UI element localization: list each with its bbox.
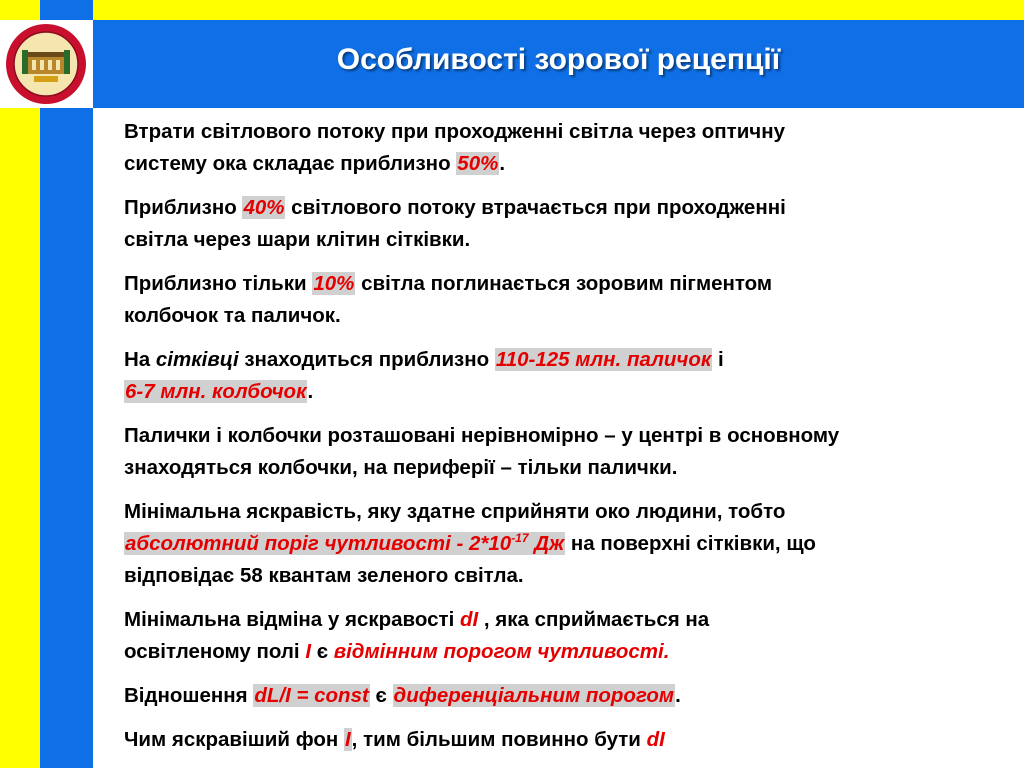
- paragraph-light-loss: [124, 116, 1020, 180]
- text-span: .: [307, 380, 314, 403]
- text-span: .: [499, 152, 506, 175]
- text-span: Палички і колбочки розташовані нерівномірно – у центрі в основному: [124, 424, 840, 447]
- text-span: Відношення: [124, 684, 254, 707]
- paragraph-receptor-counts: [124, 344, 1020, 408]
- paragraph-difference-threshold: [124, 604, 1020, 668]
- text-span: На: [124, 348, 156, 371]
- italic-term: сітківці: [155, 348, 239, 371]
- text-span: світлового потоку втрачається при проходженні: [285, 196, 786, 219]
- paragraph-differential-threshold: [124, 680, 1020, 712]
- paragraph-receptor-distribution: [124, 420, 1020, 484]
- highlight-value: I: [344, 728, 351, 751]
- text-span: Приблизно: [124, 196, 243, 219]
- text-span: Чим яскравіший фон: [124, 728, 344, 751]
- highlight-value: 40%: [243, 196, 285, 219]
- paragraph-pigment-absorption: [124, 268, 1020, 332]
- page-title: Особливості зорової рецепції: [336, 43, 781, 76]
- text-span: світла поглинається зоровим пігментом: [355, 272, 773, 295]
- text-span: , яка сприймається на: [478, 608, 710, 631]
- text-span: .: [675, 684, 681, 707]
- highlight-value: dL/I = const: [254, 684, 369, 707]
- text-span: Дж: [528, 532, 565, 555]
- text-span: і: [712, 348, 724, 371]
- red-term: I: [305, 640, 312, 663]
- paragraph-brightness-relation: [124, 724, 1020, 756]
- text-span: є: [369, 684, 393, 707]
- red-term: відмінним порогом чутливості.: [333, 640, 670, 663]
- text-span: знаходяться колбочки, на периферії – тільки палички.: [124, 456, 678, 479]
- text-span: , тим більшим повинно бути: [351, 728, 647, 751]
- red-term: dI: [459, 608, 479, 631]
- text-span: на поверхні сітківки, що: [565, 532, 816, 555]
- paragraph-absolute-threshold: [124, 496, 1020, 592]
- yellow-left-stripe: [0, 0, 40, 768]
- highlight-value: 50%: [457, 152, 499, 175]
- highlight-value: 110-125 млн. паличок: [495, 348, 712, 371]
- highlight-value: диференціальним порогом: [393, 684, 675, 707]
- highlight-value: [124, 532, 565, 555]
- highlight-value: 6-7 млн. колбочок: [125, 380, 307, 403]
- text-span: знаходиться приблизно: [238, 348, 495, 371]
- text-span: є: [311, 640, 334, 663]
- text-span: Мінімальна відміна у яскравості: [124, 608, 460, 631]
- text-span: відповідає 58 квантам зеленого світла.: [124, 564, 524, 587]
- text-span: колбочок та паличок.: [124, 304, 341, 327]
- blue-left-stripe: [40, 0, 93, 768]
- content-body: [124, 116, 1020, 768]
- text-span: Втрати світлового потоку при проходженні світла через оптичну: [124, 120, 785, 143]
- university-crest-icon: [2, 22, 90, 106]
- exponent: -17: [511, 531, 529, 546]
- text-span: освітленому полі: [124, 640, 306, 663]
- text-span: Мінімальна яскравість, яку здатне сприйняти око людини, тобто: [124, 500, 786, 523]
- red-term: dI: [646, 728, 665, 751]
- logo: [0, 20, 93, 108]
- yellow-top-stripe: [0, 0, 1024, 20]
- highlight-value: 10%: [313, 272, 355, 295]
- text-span: абсолютний поріг чутливості - 2*10: [125, 532, 512, 555]
- text-span: світла через шари клітин сітківки.: [124, 228, 471, 251]
- text-span: Приблизно тільки: [124, 272, 313, 295]
- text-span: систему ока складає приблизно: [124, 152, 457, 175]
- paragraph-retina-loss: [124, 192, 1020, 256]
